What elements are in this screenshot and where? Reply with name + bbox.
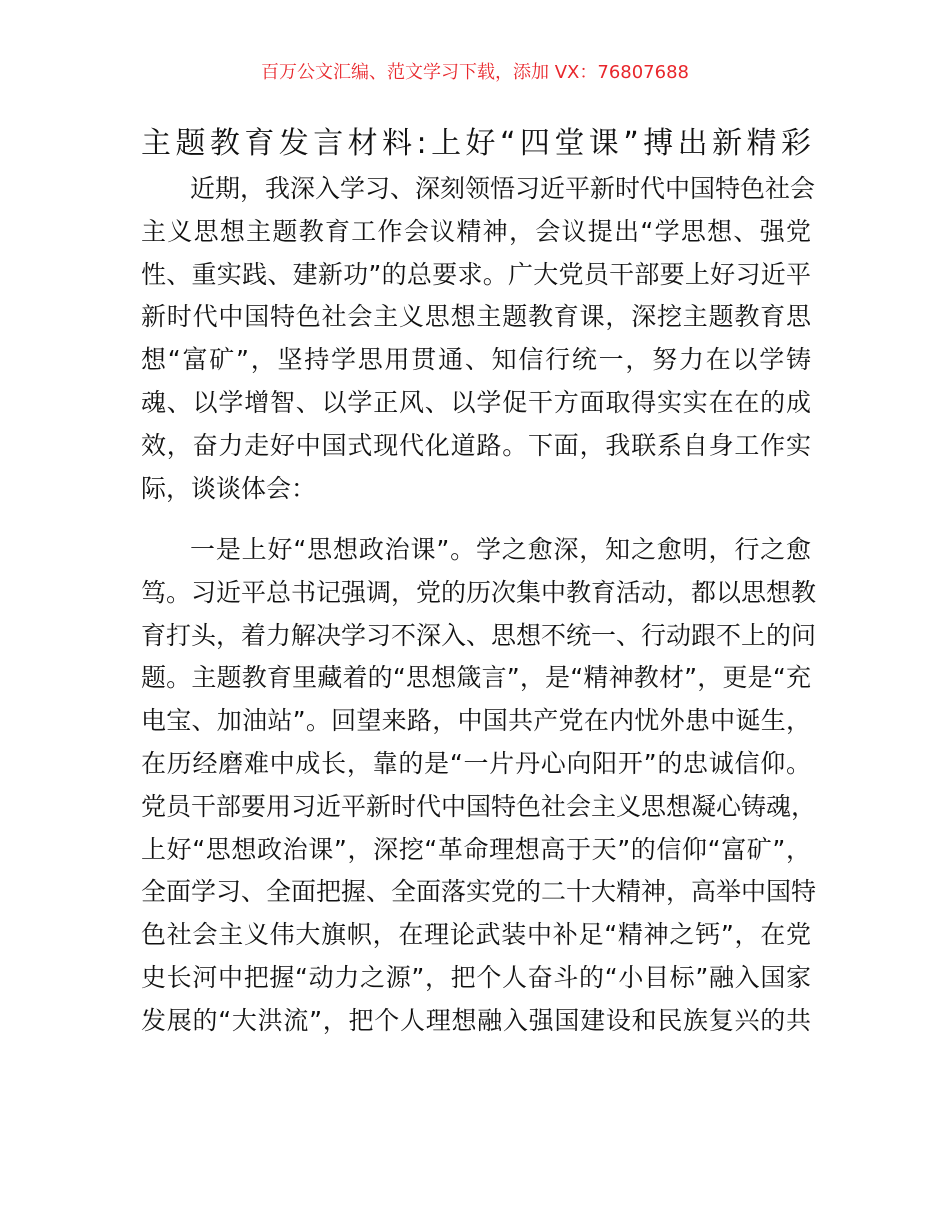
paragraph-2-line: 题。主题教育里藏着的“思想箴言”，是“精神教材”，更是“充 — [141, 663, 811, 693]
document-title: 主题教育发言材料:上好“四堂课”搏出新精彩 — [141, 126, 811, 161]
paragraph-1-line: 想“富矿”，坚持学思用贯通、知信行统一，努力在以学铸 — [141, 345, 811, 375]
paragraph-2-line: 全面学习、全面把握、全面落实党的二十大精神，高举中国特 — [141, 877, 817, 907]
paragraph-1-line: 魂、以学增智、以学正风、以学促干方面取得实实在在的成 — [141, 388, 811, 417]
paragraph-2-line: 史长河中把握“动力之源”，把个人奋斗的“小目标”融入国家 — [141, 963, 811, 992]
paragraph-1-line: 际，谈谈体会： — [141, 473, 317, 503]
paragraph-2-line: 色社会主义伟大旗帜，在理论武装中补足“精神之钙”，在党 — [141, 920, 811, 950]
paragraph-2-line: 育打头，着力解决学习不深入、思想不统一、行动跟不上的问 — [141, 620, 817, 650]
watermark-header: 百万公文汇编、范文学习下载，添加 VX：76807688 — [261, 62, 689, 83]
paragraph-2-line: 党员干部要用习近平新时代中国特色社会主义思想凝心铸魂， — [141, 791, 817, 821]
paragraph-1-line: 效，奋力走好中国式现代化道路。下面，我联系自身工作实 — [141, 430, 811, 460]
paragraph-1-line: 近期，我深入学习、深刻领悟习近平新时代中国特色社会 — [190, 174, 816, 203]
paragraph-1-line: 新时代中国特色社会主义思想主题教育课，深挖主题教育思 — [141, 302, 811, 332]
paragraph-1-line: 性、重实践、建新功”的总要求。广大党员干部要上好习近平 — [141, 259, 811, 289]
paragraph-2-line: 上好“思想政治课”，深挖“革命理想高于天”的信仰“富矿”， — [141, 834, 811, 864]
paragraph-2-line: 发展的“大洪流”，把个人理想融入强国建设和民族复兴的共 — [141, 1005, 811, 1035]
paragraph-2-line: 一是上好“思想政治课”。学之愈深，知之愈明，行之愈 — [190, 535, 811, 564]
paragraph-2-line: 在历经磨难中成长，靠的是“一片丹心向阳开”的忠诚信仰。 — [141, 749, 811, 778]
paragraph-2-line: 电宝、加油站”。回望来路，中国共产党在内忧外患中诞生， — [141, 706, 811, 736]
paragraph-2-line: 笃。习近平总书记强调，党的历次集中教育活动，都以思想教 — [141, 577, 817, 607]
paragraph-1-line: 主义思想主题教育工作会议精神，会议提出“学思想、强党 — [141, 216, 811, 246]
